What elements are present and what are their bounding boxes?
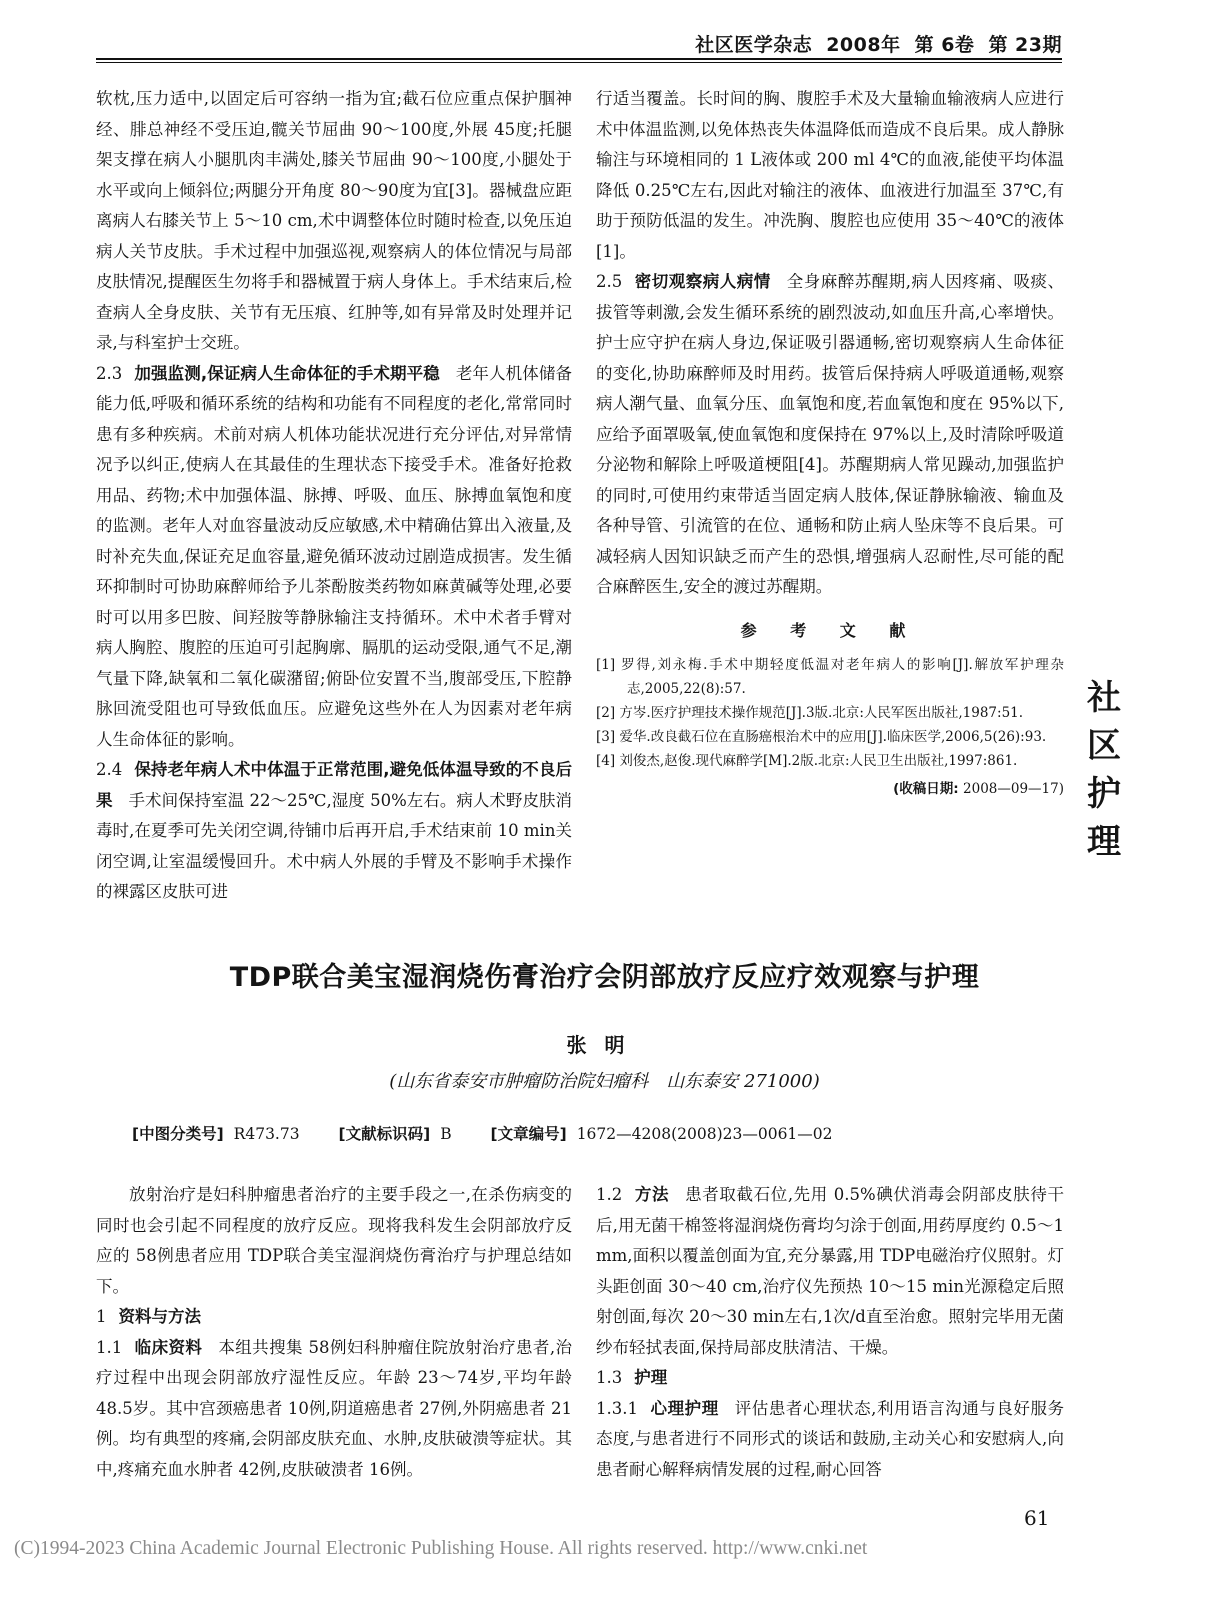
section-title: 加强监测,保证病人生命体征的手术期平稳	[134, 363, 440, 383]
section-text: 评估患者心理状态,利用语言沟通与良好服务态度,与患者进行不同形式的谈话和鼓励,主动关心和安慰病人,向患者耐心解释病情发展的过程,耐心回答	[596, 1398, 1064, 1479]
journal-year: 2008年	[826, 34, 901, 56]
doc-code-value: B	[440, 1125, 452, 1143]
section-number: 2.4	[96, 760, 123, 779]
section-heading	[96, 1302, 572, 1333]
section-text: 患者取截石位,先用 0.5%碘伏消毒会阴部皮肤待干后,用无菌干棉签将湿润烧伤膏均匀涂于创面,用药厚度约 0.5～1 mm,面积以覆盖创面为宜,充分暴露,用 TDP电磁治疗仪照射。灯头距创面 30～40 cm,治疗仪先预热 10～15 min光源稳定后照射创面,每次 20～30 min左右,1次/d直至治愈。照射完毕用无菌纱布轻拭表面,保持局部皮肤清洁、干燥。	[596, 1185, 1064, 1357]
section-title: 保持老年病人术中体温于正常范围,避免低体温导致的不良后果	[96, 760, 572, 810]
subsection	[596, 1394, 1064, 1486]
left-column-top	[96, 84, 572, 908]
paragraph: 放射治疗是妇科肿瘤患者治疗的主要手段之一,在杀伤病变的同时也会引起不同程度的放疗反应。现将我科发生会阴部放疗反应的 58例患者应用 TDP联合美宝湿润烧伤膏治疗与护理总结如下。	[96, 1185, 572, 1296]
page-number: 61	[1024, 1506, 1050, 1530]
paragraph: 软枕,压力适中,以固定后可容纳一指为宜;截石位应重点保护腘神经、腓总神经不受压迫,髋关节屈曲 90～100度,外展 45度;托腿架支撑在病人小腿肌肉丰满处,膝关节屈曲 90～100度,小腿处于水平或向上倾斜位;两腿分开角度 80～90度为宜[3]。器械盘应距离病人右膝关节上 5～10 cm,术中调整体位时随时检查,以免压迫病人关节皮肤。手术过程中加强巡视,观察病人的体位情况与局部皮肤情况,提醒医生勿将手和器械置于病人身体上。手术结束后,检查病人全身皮肤、关节有无压痕、红肿等,如有异常及时处理并记录,与科室护士交班。	[96, 89, 572, 352]
subsection	[96, 1333, 572, 1486]
received-value: 2008—09—17)	[963, 780, 1064, 797]
received-date	[596, 777, 1064, 801]
header-rule	[96, 58, 1062, 60]
section-number: 2.5	[596, 272, 623, 291]
section-title: 方法	[634, 1185, 670, 1204]
running-header	[0, 30, 1062, 57]
right-column-top-body	[596, 84, 1064, 603]
article-affiliation: (山东省泰安市肿瘤防治院妇瘤科 山东泰安 271000)	[389, 1071, 820, 1092]
section-title: 临床资料	[134, 1337, 203, 1357]
section-text: 手术间保持室温 22～25℃,湿度 50%左右。病人术野皮肤消毒时,在夏季可先关闭空调,待铺巾后再开启,手术结束前 10 min关闭空调,让室温缓慢回升。术中病人外展的手臂及不影响手术操作的裸露区皮肤可进	[96, 790, 573, 901]
section-number: 1.3	[596, 1368, 623, 1387]
article-metadata	[132, 1122, 1092, 1144]
copyright-notice: (C)1994-2023 China Academic Journal Electronic Publishing House. All rights reserved. http://www.cnki.net	[14, 1538, 868, 1559]
article-id-label: [文章编号]	[490, 1125, 567, 1143]
article-id-value: 1672—4208(2008)23—0061—02	[576, 1125, 833, 1143]
section-text: 老年人机体储备能力低,呼吸和循环系统的结构和功能有不同程度的老化,常常同时患有多种疾病。术前对病人机体功能状况进行充分评估,对异常情况予以纠正,使病人在其最佳的生理状态下接受手术。准备好抢救用品、药物;术中加强体温、脉搏、呼吸、血压、脉搏血氧饱和度的监测。老年人对血容量波动反应敏感,术中精确估算出入液量,及时补充失血,保证充足血容量,避免循环波动过剧造成损害。发生循环抑制时可协助麻醉师给予儿茶酚胺类药物如麻黄碱等处理,必要时可以用多巴胺、间羟胺等静脉输注支持循环。术中术者手臂对病人胸腔、腹腔的压迫可引起胸廓、膈肌的运动受限,通气不足,潮气量下降,缺氧和二氧化碳潴留;俯卧位安置不当,腹部受压,下腔静脉回流受阻也可导致低血压。应避免这些外在人为因素对老年病人生命体征的影响。	[96, 363, 572, 749]
side-label-char: 理	[1087, 822, 1121, 862]
references-heading: 参 考 文 献	[740, 620, 920, 640]
reference-item: [4] 刘俊杰,赵俊.现代麻醉学[M].2版.北京:人民卫生出版社,1997:861.	[596, 752, 1018, 769]
section-title: 资料与方法	[118, 1307, 201, 1326]
article-author: 张明	[566, 1033, 643, 1057]
section-side-label	[1082, 674, 1126, 866]
references-list	[596, 653, 1064, 773]
reference-item: [1] 罗得,刘永梅.手术中期轻度低温对老年病人的影响[J].解放军护理杂志,2005,22(8):57.	[596, 656, 1064, 697]
subsection	[96, 359, 572, 756]
reference-item: [3] 爱华.改良截石位在直肠癌根治术中的应用[J].临床医学,2006,5(26):93.	[596, 728, 1047, 745]
section-number: 1	[96, 1307, 107, 1326]
paragraph: 行适当覆盖。长时间的胸、腹腔手术及大量输血输液病人应进行术中体温监测,以免体热丧失体温降低而造成不良后果。成人静脉输注与环境相同的 1 L液体或 200 ml 4℃的血液,能使平均体温降低 0.25℃左右,因此对输注的液体、血液进行加温至 37℃,有助于预防低温的发生。冲洗胸、腹腔也应使用 35～40℃的液体[1]。	[596, 89, 1064, 261]
section-heading	[596, 1363, 1064, 1394]
section-number: 1.3.1	[596, 1398, 638, 1418]
clc-value: R473.73	[233, 1125, 300, 1143]
received-label: (收稿日期:	[893, 780, 959, 797]
side-label-char: 护	[1087, 774, 1121, 814]
section-number: 1.1	[96, 1337, 123, 1357]
header-rule-thin	[96, 62, 1062, 63]
reference-item: [2] 方岑.医疗护理技术操作规范[J].3版.北京:人民军医出版社,1987:51.	[596, 704, 1024, 721]
side-label-char: 区	[1087, 726, 1121, 766]
subsection	[596, 267, 1064, 603]
right-column-bottom	[596, 1180, 1064, 1485]
right-column-top	[596, 84, 1064, 801]
section-text: 全身麻醉苏醒期,病人因疼痛、吸痰、拔管等刺激,会发生循环系统的剧烈波动,如血压升高,心率增快。护士应守护在病人身边,保证吸引器通畅,密切观察病人生命体征的变化,协助麻醉师及时用药。拔管后保持病人呼吸道通畅,观察病人潮气量、血氧分压、血氧饱和度,若血氧饱和度在 95%以下,应给予面罩吸氧,使血氧饱和度保持在 97%以上,及时清除呼吸道分泌物和解除上呼吸道梗阻[4]。苏醒期病人常见躁动,加强监护的同时,可使用约束带适当固定病人肢体,保证静脉输液、输血及各种导管、引流管的在位、通畅和防止病人坠床等不良后果。可减轻病人因知识缺乏而产生的恐惧,增强病人忍耐性,尽可能的配合麻醉医生,安全的渡过苏醒期。	[596, 272, 1064, 596]
subsection	[596, 1180, 1064, 1363]
journal-volume: 第 6卷	[914, 34, 975, 56]
section-number: 1.2	[596, 1185, 623, 1204]
journal-name: 社区医学杂志	[695, 34, 813, 56]
article-title: TDP联合美宝湿润烧伤膏治疗会阴部放疗反应疗效观察与护理	[229, 962, 980, 993]
journal-issue: 第 23期	[988, 34, 1062, 56]
clc-label: [中图分类号]	[132, 1125, 224, 1143]
section-text: 本组共搜集 58例妇科肿瘤住院放射治疗患者,治疗过程中出现会阴部放疗湿性反应。年龄 23～74岁,平均年龄 48.5岁。其中宫颈癌患者 10例,阴道癌患者 27例,外阴癌患者 21例。均有典型的疼痛,会阴部皮肤充血、水肿,皮肤破溃等症状。其中,疼痛充血水肿者 42例,皮肤破溃者 16例。	[96, 1337, 572, 1479]
left-column-bottom	[96, 1180, 572, 1485]
section-title: 护理	[634, 1368, 668, 1387]
doc-code-label: [文献标识码]	[338, 1125, 431, 1143]
subsection	[96, 755, 572, 908]
section-title: 密切观察病人病情	[634, 272, 771, 291]
section-title: 心理护理	[649, 1398, 719, 1418]
side-label-char: 社	[1087, 678, 1121, 718]
section-number: 2.3	[96, 363, 123, 383]
